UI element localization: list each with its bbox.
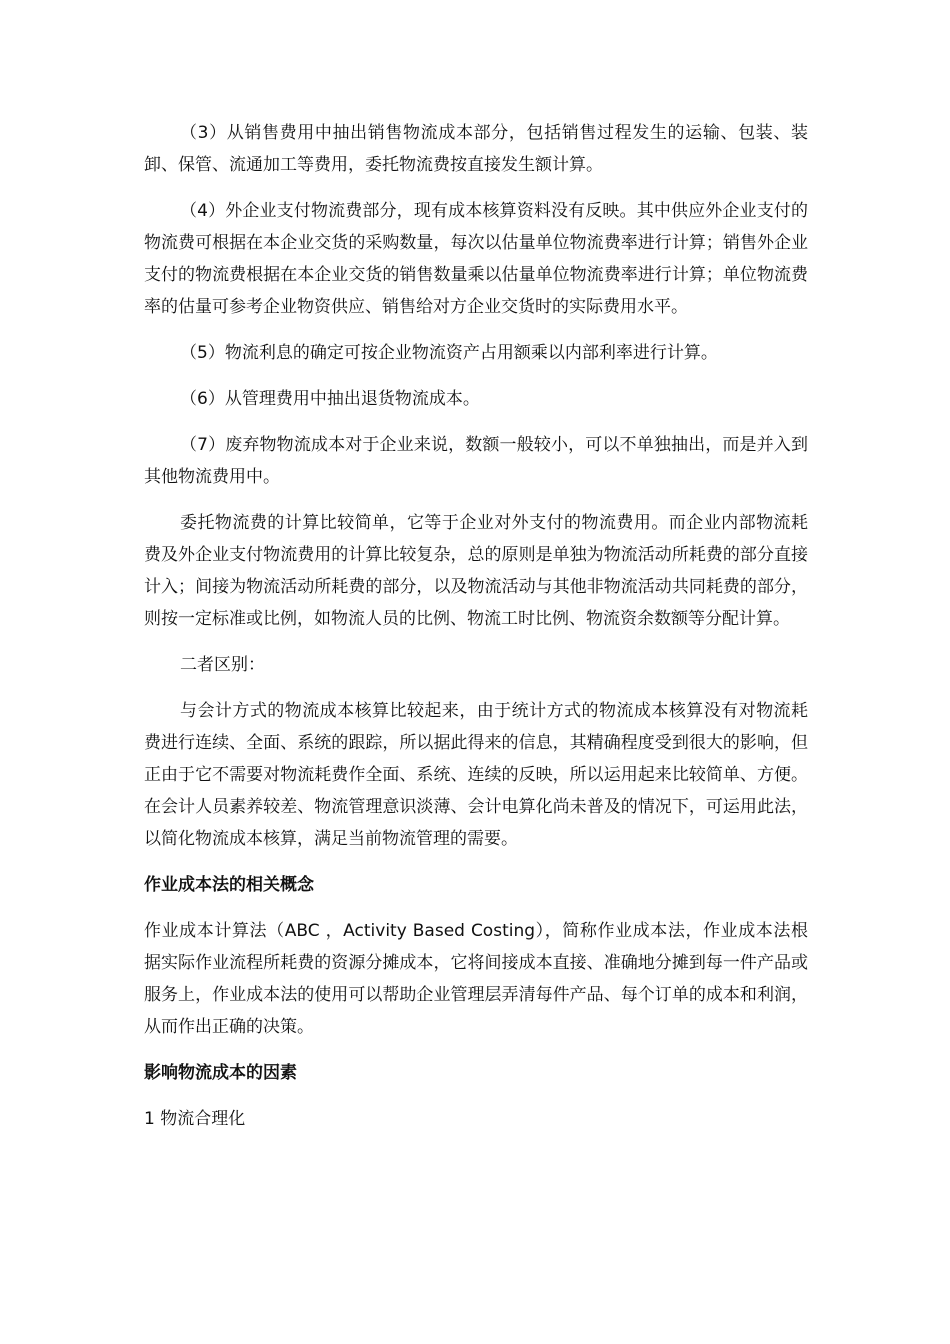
paragraph-difference-label: 二者区别： xyxy=(180,655,265,675)
paragraph-difference-body: 与会计方式的物流成本核算比较起来，由于统计方式的物流成本核算没有对物流耗费进行连续、全面、系统的跟踪，所以据此得来的信息，其精确程度受到很大的影响，但正由于它不需要对物流耗费作全面、系统、连续的反映，所以运用起来比较简单、方便。在会计人员素养较差、物流管理意识淡薄、会计电算化尚未普及的情况下，可运用此法，以简化物流成本核算，满足当前物流管理的需要。 xyxy=(144,701,808,849)
section-heading-factors: 影响物流成本的因素 xyxy=(144,1063,297,1083)
paragraph-3-sales-expense: （3）从销售费用中抽出销售物流成本部分，包括销售过程发生的运输、包装、装卸、保管、流通加工等费用，委托物流费按直接发生额计算。 xyxy=(144,123,808,175)
section-abc-body: 作业成本计算法（ABC ，Activity Based Costing），简称作业成本法，作业成本法根据实际作业流程所耗费的资源分摊成本，它将间接成本直接、准确地分摊到每一件产品或服务上，作业成本法的使用可以帮助企业管理层弄清每件产品、每个订单的成本和利润，从而作出正确的决策。 xyxy=(144,921,808,1037)
paragraph-entrusted-logistics-fee: 委托物流费的计算比较简单，它等于企业对外支付的物流费用。而企业内部物流耗费及外企业支付物流费用的计算比较复杂，总的原则是单独为物流活动所耗费的部分直接计入；间接为物流活动所耗费的部分，以及物流活动与其他非物流活动共同耗费的部分，则按一定标准或比例，如物流人员的比例、物流工时比例、物流资余数额等分配计算。 xyxy=(144,513,808,629)
paragraph-7-waste-logistics: （7）废弃物物流成本对于企业来说，数额一般较小，可以不单独抽出，而是并入到其他物流费用中。 xyxy=(144,435,808,487)
paragraph-4-external-logistics-fee: （4）外企业支付物流费部分，现有成本核算资料没有反映。其中供应外企业支付的物流费可根据在本企业交货的采购数量，每次以估量单位物流费率进行计算；销售外企业支付的物流费根据在本企业交货的销售数量乘以估量单位物流费率进行计算；单位物流费率的估量可参考企业物资供应、销售给对方企业交货时的实际费用水平。 xyxy=(144,201,808,317)
factor-item-1: 1 物流合理化 xyxy=(144,1109,246,1129)
paragraph-5-logistics-interest: （5）物流利息的确定可按企业物流资产占用额乘以内部利率进行计算。 xyxy=(180,343,718,363)
section-heading-abc: 作业成本法的相关概念 xyxy=(144,875,314,895)
paragraph-6-return-logistics: （6）从管理费用中抽出退货物流成本。 xyxy=(180,389,480,409)
document-body xyxy=(144,117,808,1147)
